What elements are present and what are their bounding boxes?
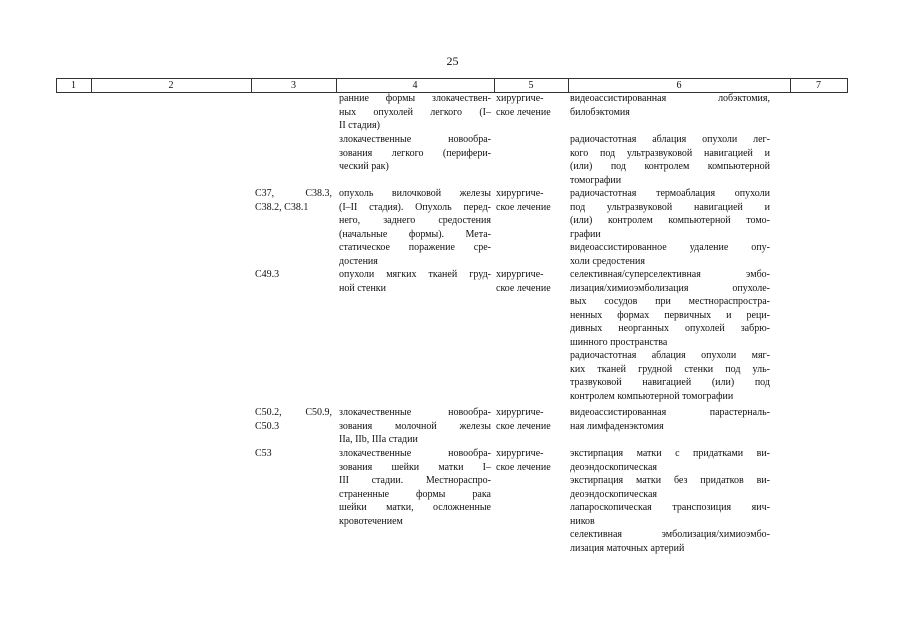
code-line: C50.2, C50.9, — [255, 407, 332, 418]
diagnosis-line: ной стенки — [339, 282, 387, 294]
treatment-line: хирургиче- — [496, 407, 544, 418]
methods-line: холи средостения — [570, 255, 645, 267]
methods-line: вых сосудов при местнораспростра- — [570, 296, 770, 307]
treatment-line: хирургиче- — [496, 93, 544, 104]
diagnosis-line: страненные формы рака — [339, 488, 491, 500]
methods-line: (или) под контролем компьютерной — [570, 161, 770, 172]
methods-line: ких тканей грудной стенки под уль- — [570, 363, 770, 375]
cell-code — [255, 187, 332, 214]
diagnosis-line: него, заднего средостения — [339, 215, 491, 226]
diagnosis-line: ных опухолей легкого (I– — [339, 106, 491, 118]
diagnosis-line: опухоли мягких тканей груд- — [339, 269, 491, 280]
cell-code — [255, 268, 332, 282]
header-cell-5: 5 — [528, 80, 534, 91]
methods-line: ненных формах первичных и реци- — [570, 309, 770, 321]
methods-line: тразвуковой навигацией (или) под — [570, 377, 770, 388]
table-header — [56, 78, 848, 93]
methods-line: билобэктомия — [570, 106, 630, 118]
methods-line: радиочастотная термоаблация опухоли — [570, 188, 770, 199]
methods-line: лизация/химиоэмболизация опухоле- — [570, 282, 770, 294]
diagnosis-line: зования легкого (перифери- — [339, 147, 491, 159]
cell-methods — [570, 447, 770, 474]
cell-diagnosis — [339, 447, 491, 528]
methods-line: радиочастотная аблация опухоли мяг- — [570, 350, 770, 361]
methods-line: селективная эмболизация/химиоэмбо- — [570, 529, 770, 540]
diagnosis-line: шейки матки, осложненные — [339, 502, 491, 513]
diagnosis-line: злокачественные новообра- — [339, 407, 491, 418]
methods-line: дивных неорганных опухолей забрю- — [570, 323, 770, 334]
methods-line: экстирпация матки без придатков ви- — [570, 475, 770, 486]
diagnosis-line: ческий рак) — [339, 161, 389, 172]
diagnosis-line: IIa, IIb, IIIa стадии — [339, 434, 418, 445]
methods-line: томографии — [570, 174, 622, 186]
treatment-line: ское лечение — [496, 201, 551, 213]
cell-methods — [570, 528, 770, 555]
methods-line: радиочастотная аблация опухоли лег- — [570, 134, 770, 145]
cell-methods — [570, 501, 770, 528]
methods-line: лапароскопическая транспозиция яич- — [570, 502, 770, 513]
cell-methods — [570, 187, 770, 241]
cell-methods — [570, 92, 770, 119]
cell-methods — [570, 241, 770, 268]
diagnosis-line: злокачественные новообра- — [339, 134, 491, 145]
methods-line: ников — [570, 515, 595, 527]
header-cell-7: 7 — [816, 80, 821, 91]
code-line: C37, C38.3, — [255, 188, 332, 199]
diagnosis-line: (начальные формы). Мета- — [339, 228, 491, 240]
diagnosis-line: достения — [339, 255, 378, 267]
methods-line: деоэндоскопическая — [570, 461, 658, 473]
cell-treatment — [496, 268, 568, 295]
methods-line: лизация маточных артерий — [570, 542, 685, 554]
treatment-line: хирургиче- — [496, 269, 544, 280]
diagnosis-line: кровотечением — [339, 515, 403, 527]
cell-diagnosis — [339, 92, 491, 133]
cell-diagnosis — [339, 133, 491, 174]
cell-diagnosis — [339, 187, 491, 268]
header-cell-6: 6 — [676, 80, 682, 91]
methods-line: под ультразвуковой навигацией и — [570, 201, 770, 213]
cell-diagnosis — [339, 406, 491, 447]
code-line: C38.2, C38.1 — [255, 201, 309, 213]
methods-line: кого под ультразвуковой навигацией и — [570, 147, 770, 159]
cell-code — [255, 447, 332, 461]
code-line: C49.3 — [255, 269, 280, 280]
cell-methods — [570, 133, 770, 187]
code-line: C53 — [255, 448, 272, 459]
methods-line: видеоассистированное удаление опу- — [570, 242, 770, 253]
cell-code — [255, 406, 332, 433]
methods-line: графии — [570, 228, 601, 240]
methods-line: видеоассистированная лобэктомия, — [570, 93, 770, 104]
treatment-line: ское лечение — [496, 420, 551, 432]
header-cell-2: 2 — [168, 80, 174, 91]
header-cell-3: 3 — [291, 80, 296, 91]
diagnosis-line: статическое поражение сре- — [339, 242, 491, 253]
cell-treatment — [496, 92, 568, 119]
header-cell-4: 4 — [412, 80, 418, 91]
cell-treatment — [496, 447, 568, 474]
cell-treatment — [496, 187, 568, 214]
treatment-line: ское лечение — [496, 106, 551, 118]
treatment-line: ское лечение — [496, 282, 551, 294]
header-cell-1: 1 — [71, 80, 76, 91]
methods-line: деоэндоскопическая — [570, 488, 658, 500]
cell-methods — [570, 474, 770, 501]
treatment-line: хирургиче- — [496, 188, 544, 199]
diagnosis-line: зования шейки матки I– — [339, 461, 491, 473]
methods-line: селективная/суперселективная эмбо- — [570, 269, 770, 280]
methods-line: шинного пространства — [570, 336, 668, 348]
diagnosis-line: зования молочной железы — [339, 420, 491, 432]
methods-line: экстирпация матки с придатками ви- — [570, 448, 770, 459]
treatment-line: хирургиче- — [496, 448, 544, 459]
page-number: 25 — [446, 54, 459, 68]
diagnosis-line: злокачественные новообра- — [339, 448, 491, 459]
cell-treatment — [496, 406, 568, 433]
cell-methods — [570, 406, 770, 433]
methods-line: контролем компьютерной томографии — [570, 390, 734, 402]
diagnosis-line: опухоль вилочковой железы — [339, 188, 491, 199]
diagnosis-line: II стадия) — [339, 120, 380, 131]
cell-diagnosis — [339, 268, 491, 295]
methods-line: видеоассистированная парастерналь- — [570, 407, 770, 418]
diagnosis-line: ранние формы злокачествен- — [339, 93, 491, 104]
cell-methods — [570, 349, 770, 403]
diagnosis-line: (I–II стадия). Опухоль перед- — [339, 201, 491, 213]
diagnosis-line: III стадии. Местнораспро- — [339, 475, 491, 486]
methods-line: ная лимфаденэктомия — [570, 420, 664, 432]
treatment-line: ское лечение — [496, 461, 551, 473]
methods-line: (или) контролем компьютерной томо- — [570, 215, 770, 226]
cell-methods — [570, 268, 770, 349]
code-line: C50.3 — [255, 420, 280, 432]
